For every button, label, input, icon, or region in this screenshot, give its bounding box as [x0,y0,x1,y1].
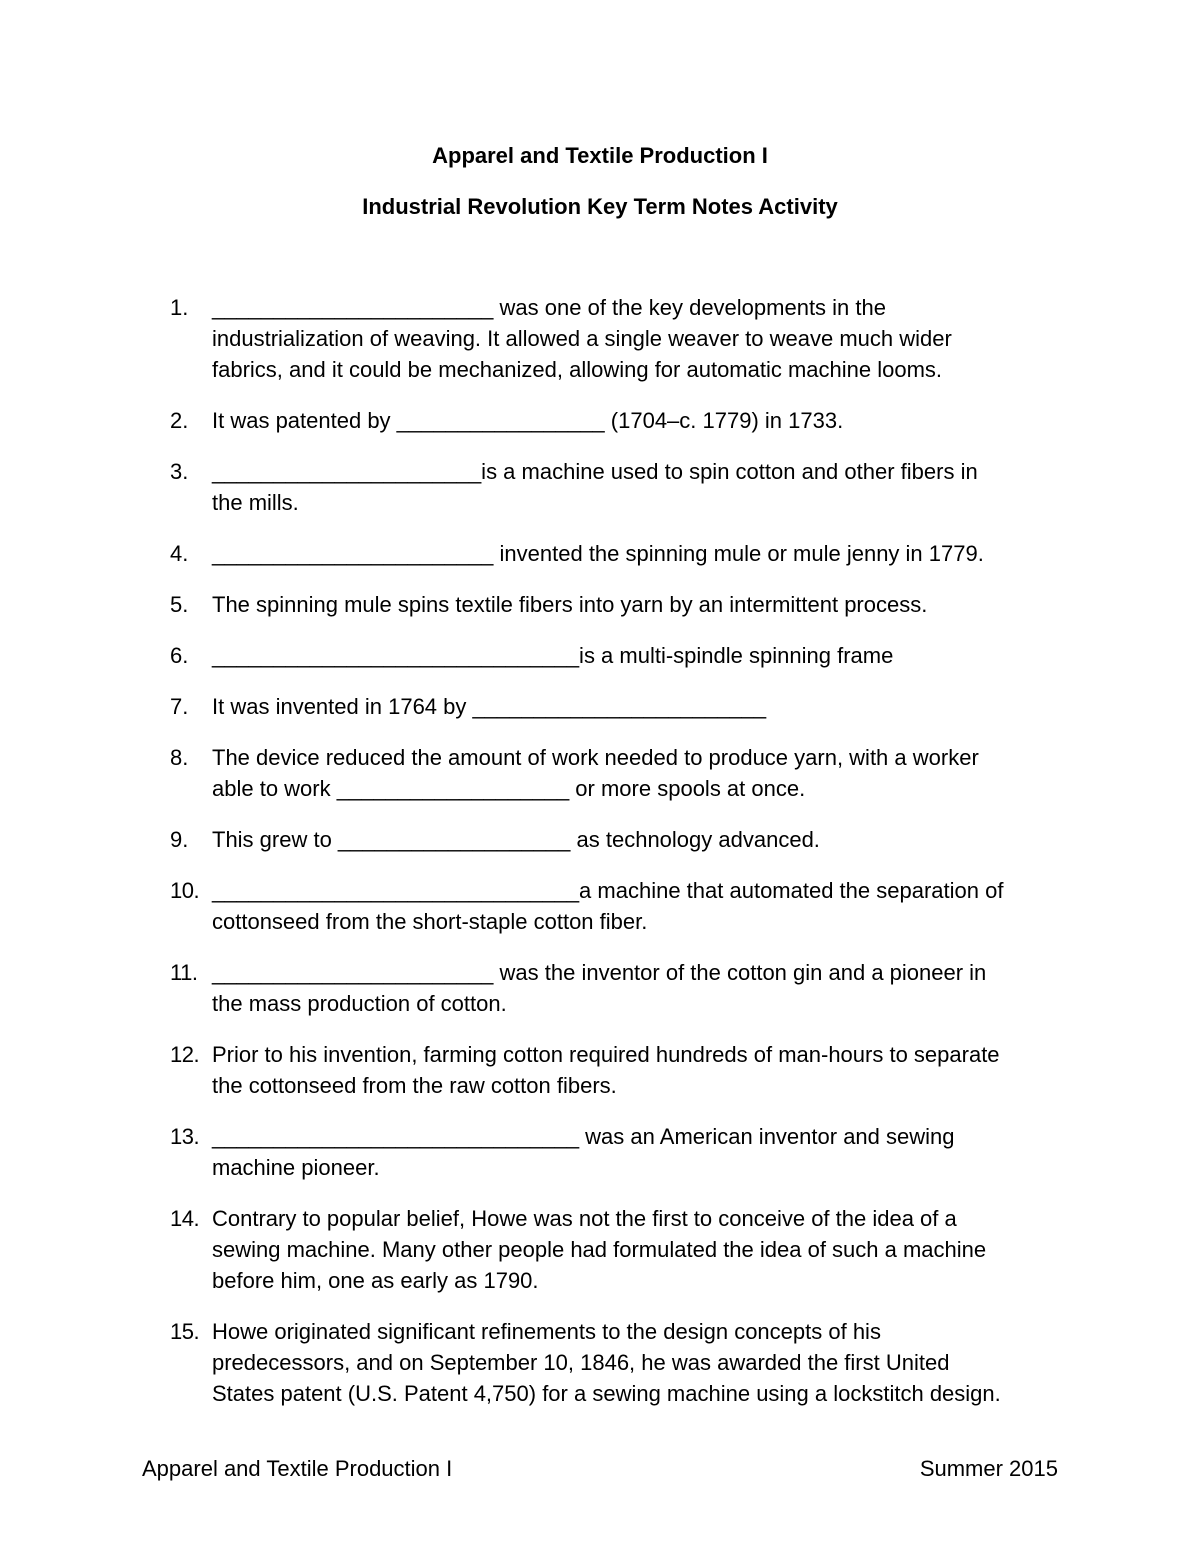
footer-course-name: Apparel and Textile Production I [142,1456,453,1481]
question-item-9 [170,824,1070,855]
question-text: The device reduced the amount of work needed to produce yarn, with a worker able to work ___________________ or more spools at once. [212,745,979,801]
question-text: _______________________ was one of the key developments in the industrialization of weaving. It allowed a single weaver to weave much wider fabrics, and it could be mechanized, allowing for automatic machine looms. [212,295,952,382]
question-item-7 [170,691,1070,722]
question-item-1 [170,292,1070,385]
question-text: It was invented in 1764 by ________________________ [212,694,767,719]
question-text: This grew to ___________________ as technology advanced. [212,827,820,852]
question-number: 3. [170,459,189,484]
question-text: The spinning mule spins textile fibers into yarn by an intermittent process. [212,592,928,617]
question-item-11 [170,957,1070,1019]
question-number: 13. [170,1124,200,1149]
question-item-12 [170,1039,1070,1101]
question-item-15 [170,1316,1070,1409]
question-number: 2. [170,408,189,433]
question-text: Contrary to popular belief, Howe was not the first to conceive of the idea of a sewing machine. Many other people had formulated the idea of such a machine before him, one as early as 1790. [212,1206,987,1293]
question-text: _______________________ was the inventor of the cotton gin and a pioneer in the mass production of cotton. [212,960,987,1016]
question-text: It was patented by _________________ (1704–c. 1779) in 1733. [212,408,844,433]
question-number: 6. [170,643,189,668]
document-title: Apparel and Textile Production I [432,143,768,168]
footer-term: Summer 2015 [919,1456,1058,1481]
question-number: 11. [170,960,198,985]
document-subtitle: Industrial Revolution Key Term Notes Activity [362,194,838,219]
question-number: 15. [170,1319,200,1344]
question-item-2 [170,405,1070,436]
question-number: 12. [170,1042,200,1067]
question-number: 4. [170,541,189,566]
question-number: 8. [170,745,189,770]
question-number: 9. [170,827,189,852]
question-item-5 [170,589,1070,620]
question-number: 7. [170,694,189,719]
question-list [170,292,1070,1429]
question-text: ______________________________a machine that automated the separation of cottonseed from the short-staple cotton fiber. [212,878,1004,934]
question-item-10 [170,875,1070,937]
question-item-8 [170,742,1070,804]
question-number: 5. [170,592,189,617]
question-text: ______________________________ was an American inventor and sewing machine pioneer. [212,1124,955,1180]
question-number: 14. [170,1206,200,1231]
question-number: 10. [170,878,200,903]
question-item-14 [170,1203,1070,1296]
question-text: ______________________is a machine used to spin cotton and other fibers in the mills. [212,459,978,515]
question-item-6 [170,640,1070,671]
question-number: 1. [170,295,189,320]
question-item-13 [170,1121,1070,1183]
question-item-3 [170,456,1070,518]
question-text: _______________________ invented the spinning mule or mule jenny in 1779. [212,541,984,566]
question-text: ______________________________is a multi-spindle spinning frame [212,643,894,668]
question-text: Howe originated significant refinements to the design concepts of his predecessors, and on September 10, 1846, he was awarded the first United States patent (U.S. Patent 4,750) for a sewing machine using a lockstitch design. [212,1319,1001,1406]
question-text: Prior to his invention, farming cotton required hundreds of man-hours to separate the cottonseed from the raw cotton fibers. [212,1042,1000,1098]
question-item-4 [170,538,1070,569]
